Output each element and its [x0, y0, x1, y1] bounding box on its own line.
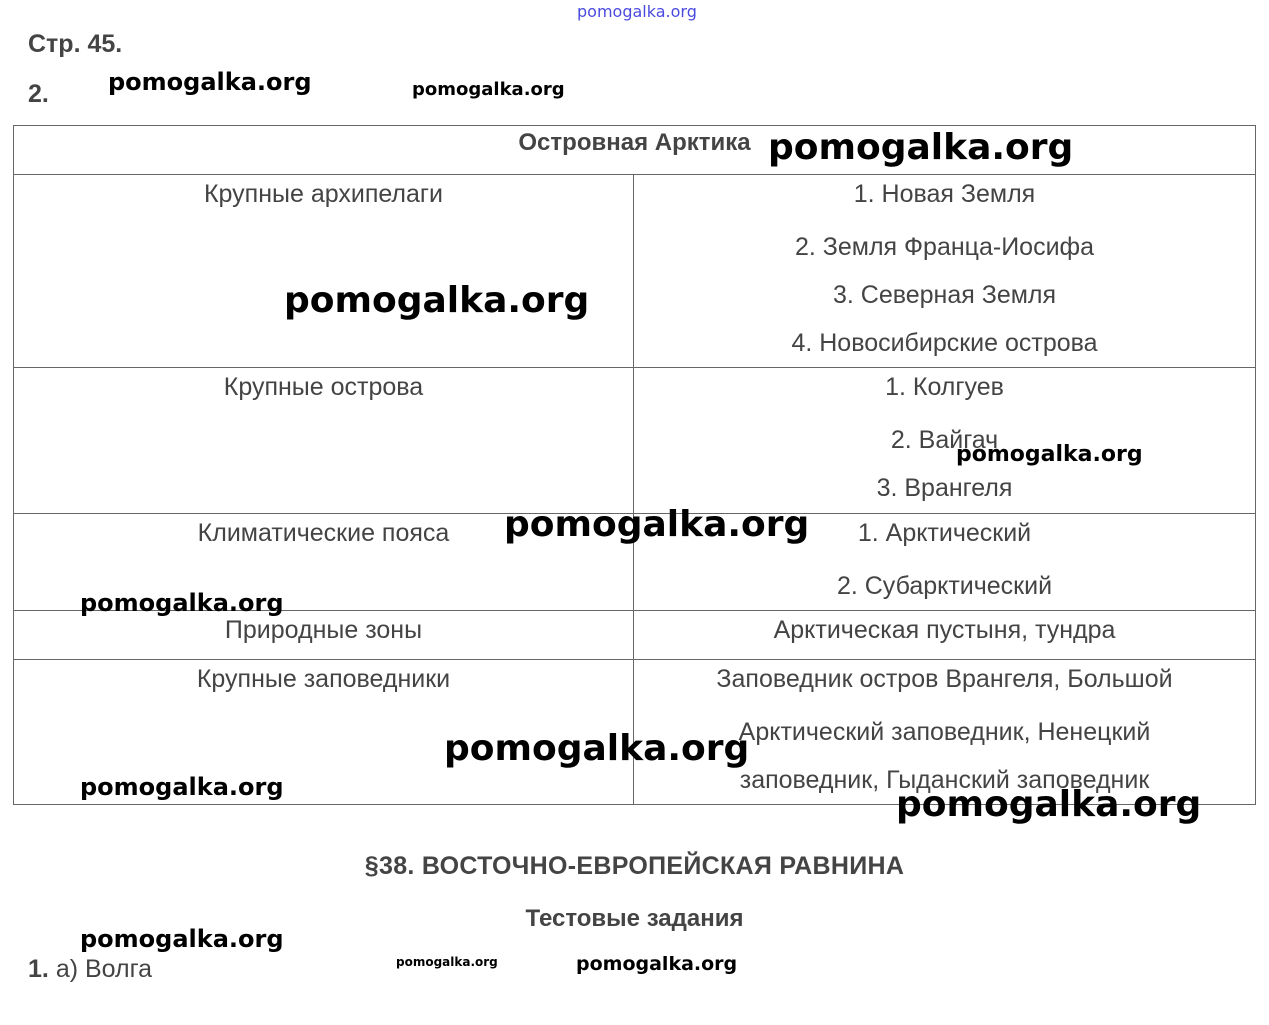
page-reference: Стр. 45. — [28, 30, 123, 58]
list-item: 1. Новая Земля — [853, 180, 1036, 208]
watermark: pomogalka.org — [80, 925, 284, 953]
list-item: 4. Новосибирские острова — [791, 329, 1098, 357]
task-number: 2. — [28, 80, 49, 108]
answer-number: 1. — [28, 955, 49, 983]
list-item: Заповедник остров Врангеля, Большой — [716, 665, 1173, 693]
list-item: заповедник, Гыданский заповедник — [739, 766, 1150, 794]
watermark: pomogalka.org — [108, 68, 312, 96]
watermark: pomogalka.org — [576, 953, 738, 975]
row-values-islands — [634, 368, 1256, 514]
table-row — [14, 611, 1256, 660]
list-item: 3. Северная Земля — [832, 281, 1057, 309]
list-item: 3. Врангеля — [876, 474, 1013, 502]
row-label-climate: Климатические пояса — [14, 514, 634, 611]
table-row — [14, 368, 1256, 514]
list-item: 1. Арктический — [857, 519, 1032, 547]
table-title: Островная Арктика — [14, 126, 1256, 175]
watermark: pomogalka.org — [768, 127, 1074, 168]
watermark: pomogalka.org — [396, 955, 498, 969]
list-item: Арктический заповедник, Ненецкий — [738, 718, 1151, 746]
list-item: 2. Земля Франца-Иосифа — [794, 233, 1095, 261]
table-row — [14, 175, 1256, 368]
watermark: pomogalka.org — [80, 773, 284, 801]
section-subtitle: Тестовые задания — [525, 905, 744, 932]
list-item: 2. Вайгач — [890, 426, 999, 454]
row-label-zones: Природные зоны — [14, 611, 634, 660]
row-values-archipelagos — [634, 175, 1256, 368]
section-title: §38. ВОСТОЧНО-ЕВРОПЕЙСКАЯ РАВНИНА — [364, 852, 905, 880]
watermark: pomogalka.org — [80, 589, 284, 617]
watermark: pomogalka.org — [444, 728, 750, 769]
answer-text: а) Волга — [55, 955, 153, 983]
watermark: pomogalka.org — [896, 784, 1202, 825]
list-item: 2. Субарктический — [836, 572, 1053, 600]
watermark: pomogalka.org — [956, 442, 1143, 467]
row-label-reserves: Крупные заповедники — [14, 660, 634, 805]
answer-line — [28, 955, 152, 984]
row-label-archipelagos: Крупные архипелаги — [14, 175, 634, 368]
list-item: Арктическая пустыня, тундра — [773, 616, 1116, 644]
row-values-zones — [634, 611, 1256, 660]
row-label-islands: Крупные острова — [14, 368, 634, 514]
watermark: pomogalka.org — [577, 2, 697, 21]
list-item: 1. Колгуев — [885, 373, 1004, 401]
watermark: pomogalka.org — [284, 280, 590, 321]
watermark: pomogalka.org — [504, 504, 810, 545]
watermark: pomogalka.org — [412, 79, 565, 100]
